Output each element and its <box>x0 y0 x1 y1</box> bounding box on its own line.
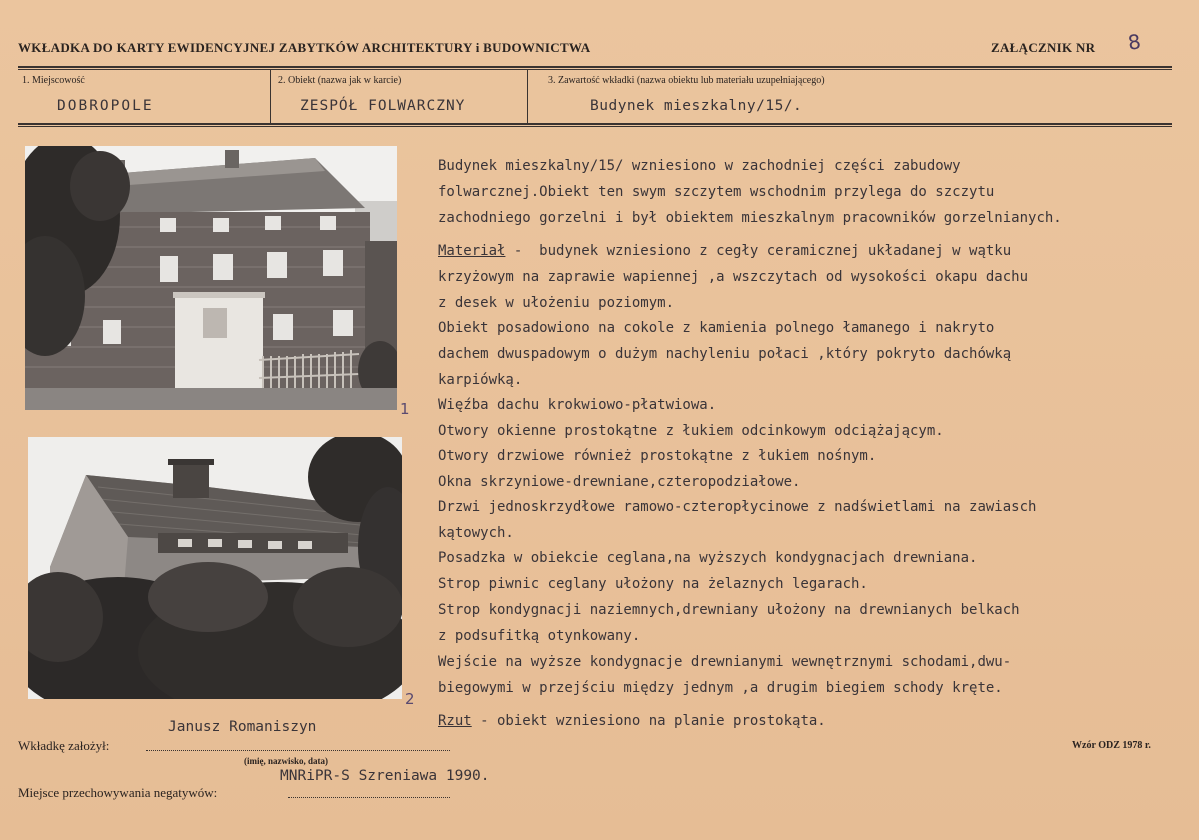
content-value: Budynek mieszkalny/15/. <box>590 98 803 114</box>
object-hint: (nazwa jak w karcie) <box>317 75 402 86</box>
fields-bottom-rule <box>18 123 1172 125</box>
plan-heading: Rzut <box>438 713 472 729</box>
content-label-group <box>548 75 825 86</box>
description-line: Drzwi jednoskrzydłowe ramowo-czteropłycinowe z nadświetlami na zawiasch <box>438 499 1037 515</box>
document-title: WKŁADKA DO KARTY EWIDENCYJNEJ ZABYTKÓW ARCHITEKTURY i BUDOWNICTWA <box>18 40 591 55</box>
description-line: z podsufitką otynkowany. <box>438 628 641 644</box>
field-divider-2 <box>527 70 528 123</box>
photo-roof-view <box>28 437 402 699</box>
content-hint: (nazwa obiektu lub materiału uzupełniającego) <box>636 75 825 86</box>
author-dotted-line <box>146 750 450 751</box>
description-line: Otwory drzwiowe również prostokątne z łukiem nośnym. <box>438 448 877 464</box>
object-label-group <box>278 75 401 86</box>
annex-number: 8 <box>1126 29 1143 55</box>
description-line: Budynek mieszkalny/15/ wzniesiono w zachodniej części zabudowy <box>438 158 961 174</box>
description-line: Okna skrzyniowe-drewniane,czteropodziałowe. <box>438 474 801 490</box>
author-label: Wkładkę założył: <box>18 738 110 753</box>
description-line: Obiekt posadowiono na cokole z kamienia polnego łamanego i nakryto <box>438 320 995 336</box>
object-label: 2. Obiekt <box>278 75 316 86</box>
description-line: zachodniego gorzelni i był obiektem mieszkalnym pracowników gorzelnianych. <box>438 210 1062 226</box>
description-line: Posadzka w obiekcie ceglana,na wyższych kondygnacjach drewniana. <box>438 550 978 566</box>
place-value: DOBROPOLE <box>57 98 154 114</box>
fields-bottom-rule-thin <box>18 126 1172 127</box>
object-value: ZESPÓŁ FOLWARCZNY <box>300 98 466 114</box>
photo1-number: 1 <box>400 400 410 418</box>
author-hint: (imię, nazwisko, data) <box>244 756 328 766</box>
annex-label: ZAŁĄCZNIK NR <box>991 40 1096 55</box>
material-line <box>438 238 1190 264</box>
storage-value: MNRiPR-S Szreniawa 1990. <box>280 768 490 784</box>
field-divider-1 <box>270 70 271 123</box>
description-line: dachem dwuspadowym o dużym nachyleniu połaci ,który pokryto dachówką <box>438 346 1012 362</box>
top-rule-thin <box>18 69 1172 70</box>
place-label: 1. Miejscowość <box>22 75 85 86</box>
author-value: Janusz Romaniszyn <box>168 719 317 735</box>
description-line: Więźba dachu krokwiowo-płatwiowa. <box>438 397 717 413</box>
storage-dotted-line <box>288 797 450 798</box>
form-code: Wzór ODZ 1978 r. <box>1072 740 1151 751</box>
photo2-number: 2 <box>405 690 415 708</box>
plan-line <box>438 708 1190 734</box>
photo-building-facade <box>25 146 397 410</box>
description-line: biegowymi w przejściu między jednym ,a drugim biegiem schody kręte. <box>438 680 1003 696</box>
material-heading: Materiał <box>438 243 506 259</box>
description-line: karpiówką. <box>438 372 523 388</box>
description-line: krzyżowym na zaprawie wapiennej ,a wszczytach od wysokości okapu dachu <box>438 269 1029 285</box>
description-line: folwarcznej.Obiekt ten swym szczytem wschodnim przylega do szczytu <box>438 184 995 200</box>
top-rule <box>18 66 1172 68</box>
description-line: Strop piwnic ceglany ułożony na żelaznych legarach. <box>438 576 868 592</box>
description-line: Strop kondygnacji naziemnych,drewniany ułożony na drewnianych belkach <box>438 602 1020 618</box>
description-line: Wejście na wyższe kondygnacje drewnianymi wewnętrznymi schodami,dwu- <box>438 654 1012 670</box>
description-line: Otwory okienne prostokątne z łukiem odcinkowym odciążającym. <box>438 423 944 439</box>
plan-text: - obiekt wzniesiono na planie prostokąta. <box>471 713 826 729</box>
content-label: 3. Zawartość wkładki <box>548 75 635 86</box>
storage-label: Miejsce przechowywania negatywów: <box>18 785 218 800</box>
material-text: - budynek wzniesiono z cegły ceramicznej układanej w wątku <box>505 243 1012 259</box>
description-line: z desek w ułożeniu poziomym. <box>438 295 675 311</box>
description-line: kątowych. <box>438 525 514 541</box>
